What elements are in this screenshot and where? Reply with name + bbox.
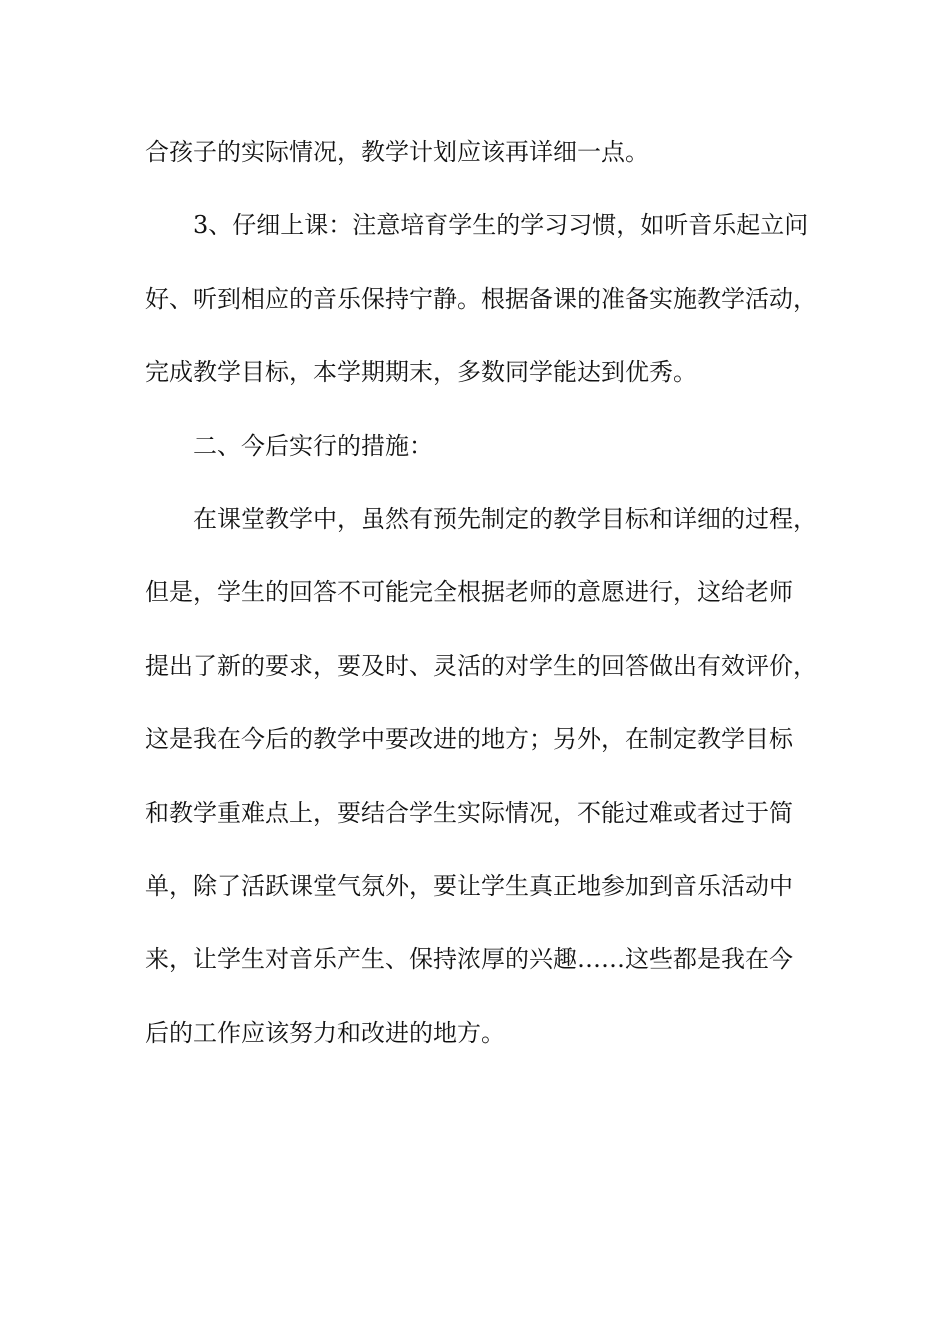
text-line: 完成教学目标，本学期期末，多数同学能达到优秀。: [145, 358, 697, 387]
text-line: 3、仔细上课：注意培育学生的学习习惯，如听音乐起立问: [193, 211, 809, 240]
text-line: 来，让学生对音乐产生、保持浓厚的兴趣……这些都是我在今: [145, 945, 793, 974]
section-heading: 二、今后实行的措施：: [193, 431, 433, 460]
document-body: [145, 128, 835, 1082]
text-line: 但是，学生的回答不可能完全根据老师的意愿进行，这给老师: [145, 578, 793, 607]
text-line: 后的工作应该努力和改进的地方。: [145, 1018, 505, 1047]
text-line: 提出了新的要求，要及时、灵活的对学生的回答做出有效评价，: [145, 651, 817, 680]
text-line: 单，除了活跃课堂气氛外，要让学生真正地参加到音乐活动中: [145, 871, 793, 900]
text-line: 在课堂教学中，虽然有预先制定的教学目标和详细的过程，: [193, 504, 817, 533]
text-line: 和教学重难点上，要结合学生实际情况，不能过难或者过于简: [145, 798, 793, 827]
text-line: 好、听到相应的音乐保持宁静。根据备课的准备实施教学活动，: [145, 284, 817, 313]
text-line: 合孩子的实际情况，教学计划应该再详细一点。: [145, 138, 649, 166]
text-line: 这是我在今后的教学中要改进的地方；另外，在制定教学目标: [145, 725, 793, 754]
